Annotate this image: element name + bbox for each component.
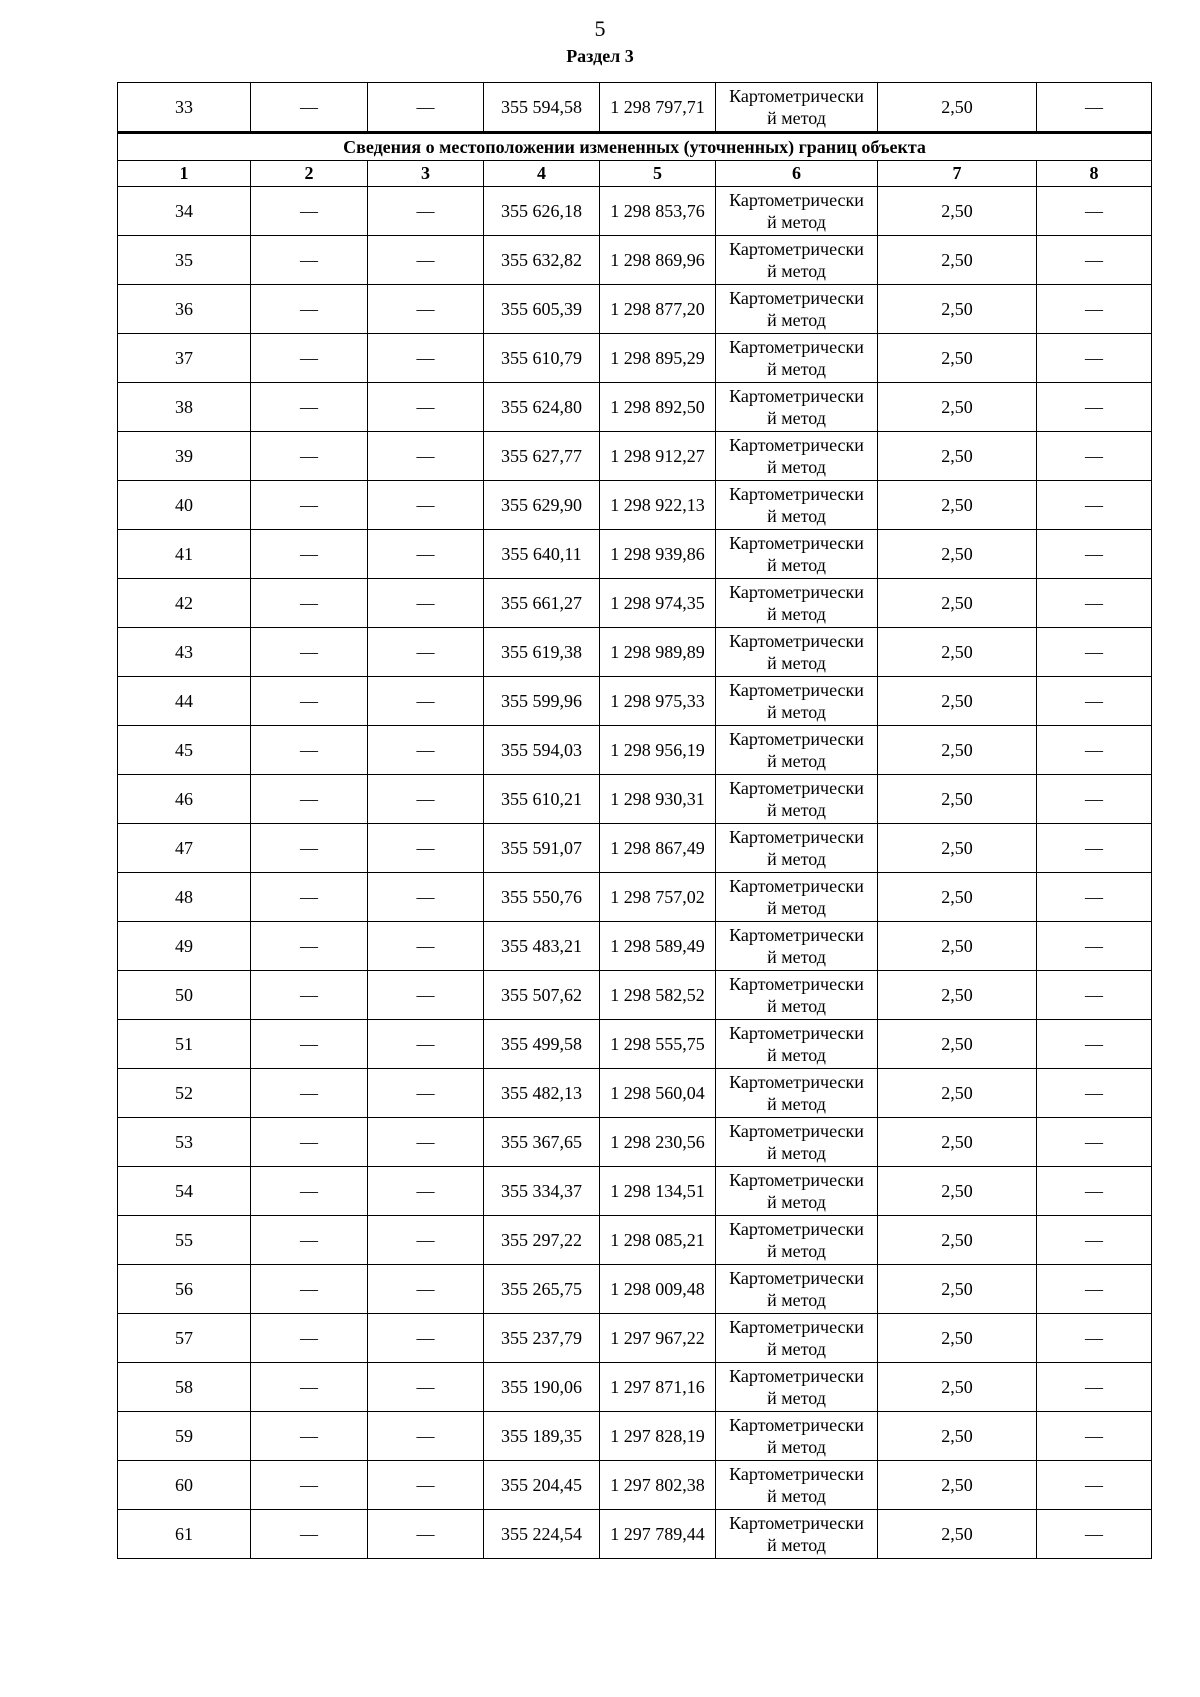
method-cell: Картометрически й метод — [716, 1069, 878, 1118]
table-row — [118, 726, 1152, 775]
dash-cell: — — [251, 1510, 368, 1559]
coordinate-x-cell: 355 599,96 — [484, 677, 600, 726]
method-cell: Картометрически й метод — [716, 677, 878, 726]
coordinate-y-cell: 1 298 956,19 — [600, 726, 716, 775]
accuracy-cell: 2,50 — [878, 334, 1037, 383]
dash-cell: — — [251, 530, 368, 579]
coordinate-x-cell: 355 297,22 — [484, 1216, 600, 1265]
accuracy-cell: 2,50 — [878, 83, 1037, 133]
dash-cell: — — [368, 187, 484, 236]
column-number: 5 — [600, 161, 716, 187]
dash-cell: — — [368, 677, 484, 726]
dash-cell: — — [1037, 628, 1152, 677]
point-number-cell: 47 — [118, 824, 251, 873]
dash-cell: — — [251, 334, 368, 383]
table-row — [118, 236, 1152, 285]
point-number-cell: 61 — [118, 1510, 251, 1559]
coordinate-y-cell: 1 298 009,48 — [600, 1265, 716, 1314]
dash-cell: — — [251, 432, 368, 481]
method-cell: Картометрически й метод — [716, 922, 878, 971]
table-row — [118, 824, 1152, 873]
dash-cell: — — [368, 971, 484, 1020]
dash-cell: — — [368, 775, 484, 824]
column-number: 3 — [368, 161, 484, 187]
dash-cell: — — [251, 1412, 368, 1461]
dash-cell: — — [251, 1216, 368, 1265]
accuracy-cell: 2,50 — [878, 1167, 1037, 1216]
coordinate-y-cell: 1 298 555,75 — [600, 1020, 716, 1069]
point-number-cell: 33 — [118, 83, 251, 133]
dash-cell: — — [368, 873, 484, 922]
table-row — [118, 1069, 1152, 1118]
coordinate-x-cell: 355 619,38 — [484, 628, 600, 677]
dash-cell: — — [368, 285, 484, 334]
accuracy-cell: 2,50 — [878, 1118, 1037, 1167]
method-cell: Картометрически й метод — [716, 1314, 878, 1363]
dash-cell: — — [251, 726, 368, 775]
table-row — [118, 432, 1152, 481]
table-row — [118, 1461, 1152, 1510]
accuracy-cell: 2,50 — [878, 1461, 1037, 1510]
dash-cell: — — [251, 1118, 368, 1167]
point-number-cell: 44 — [118, 677, 251, 726]
dash-cell: — — [251, 1363, 368, 1412]
method-cell: Картометрически й метод — [716, 579, 878, 628]
accuracy-cell: 2,50 — [878, 1314, 1037, 1363]
accuracy-cell: 2,50 — [878, 285, 1037, 334]
dash-cell: — — [251, 1069, 368, 1118]
column-number: 1 — [118, 161, 251, 187]
table-row — [118, 530, 1152, 579]
dash-cell: — — [368, 726, 484, 775]
method-cell: Картометрически й метод — [716, 187, 878, 236]
table-row — [118, 1314, 1152, 1363]
dash-cell: — — [251, 481, 368, 530]
coordinate-y-cell: 1 298 989,89 — [600, 628, 716, 677]
table-row — [118, 383, 1152, 432]
dash-cell: — — [368, 1510, 484, 1559]
coordinate-x-cell: 355 507,62 — [484, 971, 600, 1020]
point-number-cell: 42 — [118, 579, 251, 628]
dash-cell: — — [1037, 1363, 1152, 1412]
dash-cell: — — [251, 1461, 368, 1510]
table-row — [118, 481, 1152, 530]
dash-cell: — — [368, 481, 484, 530]
dash-cell: — — [251, 236, 368, 285]
coordinate-x-cell: 355 591,07 — [484, 824, 600, 873]
coordinate-x-cell: 355 482,13 — [484, 1069, 600, 1118]
coordinate-y-cell: 1 297 871,16 — [600, 1363, 716, 1412]
column-number: 7 — [878, 161, 1037, 187]
coordinate-y-cell: 1 298 922,13 — [600, 481, 716, 530]
coordinate-y-cell: 1 298 892,50 — [600, 383, 716, 432]
dash-cell: — — [368, 1412, 484, 1461]
accuracy-cell: 2,50 — [878, 481, 1037, 530]
accuracy-cell: 2,50 — [878, 1020, 1037, 1069]
dash-cell: — — [251, 824, 368, 873]
dash-cell: — — [1037, 334, 1152, 383]
accuracy-cell: 2,50 — [878, 1216, 1037, 1265]
dash-cell: — — [1037, 285, 1152, 334]
accuracy-cell: 2,50 — [878, 873, 1037, 922]
table-row — [118, 579, 1152, 628]
method-cell: Картометрически й метод — [716, 1020, 878, 1069]
accuracy-cell: 2,50 — [878, 236, 1037, 285]
point-number-cell: 56 — [118, 1265, 251, 1314]
coordinate-x-cell: 355 605,39 — [484, 285, 600, 334]
coordinate-x-cell: 355 610,79 — [484, 334, 600, 383]
dash-cell: — — [251, 187, 368, 236]
dash-cell: — — [251, 677, 368, 726]
method-cell: Картометрически й метод — [716, 1412, 878, 1461]
dash-cell: — — [368, 922, 484, 971]
point-number-cell: 48 — [118, 873, 251, 922]
accuracy-cell: 2,50 — [878, 775, 1037, 824]
dash-cell: — — [368, 628, 484, 677]
method-cell: Картометрически й метод — [716, 1118, 878, 1167]
dash-cell: — — [251, 83, 368, 133]
dash-cell: — — [368, 1118, 484, 1167]
accuracy-cell: 2,50 — [878, 922, 1037, 971]
coordinate-x-cell: 355 237,79 — [484, 1314, 600, 1363]
accuracy-cell: 2,50 — [878, 187, 1037, 236]
subsection-heading: Сведения о местоположении измененных (уточненных) границ объекта — [118, 133, 1152, 161]
accuracy-cell: 2,50 — [878, 579, 1037, 628]
point-number-cell: 59 — [118, 1412, 251, 1461]
coordinate-y-cell: 1 298 895,29 — [600, 334, 716, 383]
dash-cell: — — [251, 1167, 368, 1216]
dash-cell: — — [368, 1314, 484, 1363]
method-cell: Картометрически й метод — [716, 481, 878, 530]
dash-cell: — — [251, 285, 368, 334]
method-cell: Картометрически й метод — [716, 1510, 878, 1559]
coordinate-x-cell: 355 626,18 — [484, 187, 600, 236]
dash-cell: — — [368, 432, 484, 481]
dash-cell: — — [251, 971, 368, 1020]
dash-cell: — — [1037, 187, 1152, 236]
dash-cell: — — [368, 1363, 484, 1412]
coordinate-x-cell: 355 334,37 — [484, 1167, 600, 1216]
coordinate-x-cell: 355 594,58 — [484, 83, 600, 133]
section-title: Раздел 3 — [566, 46, 634, 66]
dash-cell: — — [1037, 236, 1152, 285]
point-number-cell: 38 — [118, 383, 251, 432]
coordinate-x-cell: 355 190,06 — [484, 1363, 600, 1412]
dash-cell: — — [1037, 1167, 1152, 1216]
coordinate-y-cell: 1 297 828,19 — [600, 1412, 716, 1461]
table-row — [118, 1020, 1152, 1069]
table-body — [118, 83, 1152, 1559]
dash-cell: — — [1037, 824, 1152, 873]
accuracy-cell: 2,50 — [878, 1265, 1037, 1314]
dash-cell: — — [368, 1216, 484, 1265]
dash-cell: — — [368, 1461, 484, 1510]
point-number-cell: 52 — [118, 1069, 251, 1118]
dash-cell: — — [1037, 1020, 1152, 1069]
method-cell: Картометрически й метод — [716, 971, 878, 1020]
point-number-cell: 39 — [118, 432, 251, 481]
method-cell: Картометрически й метод — [716, 1461, 878, 1510]
dash-cell: — — [251, 1020, 368, 1069]
accuracy-cell: 2,50 — [878, 1510, 1037, 1559]
dash-cell: — — [368, 83, 484, 133]
dash-cell: — — [1037, 1461, 1152, 1510]
method-cell: Картометрически й метод — [716, 824, 878, 873]
method-cell: Картометрически й метод — [716, 873, 878, 922]
point-number-cell: 49 — [118, 922, 251, 971]
column-number: 2 — [251, 161, 368, 187]
point-number-cell: 51 — [118, 1020, 251, 1069]
point-number-cell: 37 — [118, 334, 251, 383]
point-number-cell: 41 — [118, 530, 251, 579]
coordinate-y-cell: 1 298 582,52 — [600, 971, 716, 1020]
table-row — [118, 187, 1152, 236]
dash-cell: — — [368, 334, 484, 383]
table-row — [118, 775, 1152, 824]
method-cell: Картометрически й метод — [716, 83, 878, 133]
dash-cell: — — [251, 628, 368, 677]
coordinate-y-cell: 1 297 789,44 — [600, 1510, 716, 1559]
coordinate-x-cell: 355 189,35 — [484, 1412, 600, 1461]
table-row — [118, 285, 1152, 334]
coordinate-x-cell: 355 610,21 — [484, 775, 600, 824]
point-number-cell: 55 — [118, 1216, 251, 1265]
dash-cell: — — [1037, 1510, 1152, 1559]
accuracy-cell: 2,50 — [878, 383, 1037, 432]
table-row — [118, 1510, 1152, 1559]
dash-cell: — — [1037, 83, 1152, 133]
dash-cell: — — [368, 1069, 484, 1118]
coordinate-x-cell: 355 632,82 — [484, 236, 600, 285]
point-number-cell: 36 — [118, 285, 251, 334]
column-number: 6 — [716, 161, 878, 187]
dash-cell: — — [1037, 579, 1152, 628]
table-row — [118, 334, 1152, 383]
method-cell: Картометрически й метод — [716, 236, 878, 285]
dash-cell: — — [1037, 922, 1152, 971]
coordinate-y-cell: 1 298 975,33 — [600, 677, 716, 726]
coordinate-x-cell: 355 629,90 — [484, 481, 600, 530]
accuracy-cell: 2,50 — [878, 1412, 1037, 1461]
point-number-cell: 43 — [118, 628, 251, 677]
method-cell: Картометрически й метод — [716, 726, 878, 775]
coordinate-y-cell: 1 298 912,27 — [600, 432, 716, 481]
dash-cell: — — [1037, 1412, 1152, 1461]
method-cell: Картометрически й метод — [716, 334, 878, 383]
point-number-cell: 34 — [118, 187, 251, 236]
dash-cell: — — [251, 873, 368, 922]
dash-cell: — — [251, 579, 368, 628]
column-number: 4 — [484, 161, 600, 187]
dash-cell: — — [368, 383, 484, 432]
table-row — [118, 922, 1152, 971]
method-cell: Картометрически й метод — [716, 285, 878, 334]
accuracy-cell: 2,50 — [878, 726, 1037, 775]
coordinate-y-cell: 1 297 802,38 — [600, 1461, 716, 1510]
coordinate-x-cell: 355 499,58 — [484, 1020, 600, 1069]
method-cell: Картометрически й метод — [716, 628, 878, 677]
coordinate-x-cell: 355 550,76 — [484, 873, 600, 922]
dash-cell: — — [1037, 677, 1152, 726]
point-number-cell: 54 — [118, 1167, 251, 1216]
coordinate-y-cell: 1 298 757,02 — [600, 873, 716, 922]
accuracy-cell: 2,50 — [878, 824, 1037, 873]
point-number-cell: 58 — [118, 1363, 251, 1412]
coordinate-y-cell: 1 298 939,86 — [600, 530, 716, 579]
method-cell: Картометрически й метод — [716, 432, 878, 481]
table-row — [118, 873, 1152, 922]
coordinate-x-cell: 355 627,77 — [484, 432, 600, 481]
coordinate-y-cell: 1 298 869,96 — [600, 236, 716, 285]
dash-cell: — — [1037, 1314, 1152, 1363]
method-cell: Картометрически й метод — [716, 1167, 878, 1216]
table-row — [118, 83, 1152, 133]
dash-cell: — — [1037, 1216, 1152, 1265]
dash-cell: — — [1037, 726, 1152, 775]
coordinate-y-cell: 1 298 230,56 — [600, 1118, 716, 1167]
point-number-cell: 35 — [118, 236, 251, 285]
table-row — [118, 1216, 1152, 1265]
point-number-cell: 40 — [118, 481, 251, 530]
coordinate-y-cell: 1 298 085,21 — [600, 1216, 716, 1265]
dash-cell: — — [251, 1314, 368, 1363]
table-row — [118, 971, 1152, 1020]
accuracy-cell: 2,50 — [878, 432, 1037, 481]
dash-cell: — — [1037, 873, 1152, 922]
table-row — [118, 1118, 1152, 1167]
accuracy-cell: 2,50 — [878, 530, 1037, 579]
table-row — [118, 1265, 1152, 1314]
dash-cell: — — [251, 1265, 368, 1314]
dash-cell: — — [1037, 1069, 1152, 1118]
method-cell: Картометрически й метод — [716, 1363, 878, 1412]
coordinate-x-cell: 355 594,03 — [484, 726, 600, 775]
coordinate-x-cell: 355 483,21 — [484, 922, 600, 971]
point-number-cell: 60 — [118, 1461, 251, 1510]
coordinate-x-cell: 355 367,65 — [484, 1118, 600, 1167]
accuracy-cell: 2,50 — [878, 1363, 1037, 1412]
coordinate-x-cell: 355 224,54 — [484, 1510, 600, 1559]
coordinate-y-cell: 1 298 974,35 — [600, 579, 716, 628]
method-cell: Картометрически й метод — [716, 775, 878, 824]
point-number-cell: 53 — [118, 1118, 251, 1167]
coordinates-table — [117, 82, 1152, 1559]
method-cell: Картометрически й метод — [716, 1265, 878, 1314]
method-cell: Картометрически й метод — [716, 530, 878, 579]
dash-cell: — — [368, 824, 484, 873]
dash-cell: — — [251, 922, 368, 971]
dash-cell: — — [251, 383, 368, 432]
dash-cell: — — [1037, 383, 1152, 432]
coordinate-y-cell: 1 298 797,71 — [600, 83, 716, 133]
accuracy-cell: 2,50 — [878, 677, 1037, 726]
dash-cell: — — [368, 530, 484, 579]
page-number: 5 — [594, 16, 606, 41]
subsection-heading-row — [118, 133, 1152, 161]
table-row — [118, 677, 1152, 726]
dash-cell: — — [368, 236, 484, 285]
dash-cell: — — [1037, 775, 1152, 824]
point-number-cell: 57 — [118, 1314, 251, 1363]
point-number-cell: 45 — [118, 726, 251, 775]
coordinate-x-cell: 355 661,27 — [484, 579, 600, 628]
column-number: 8 — [1037, 161, 1152, 187]
dash-cell: — — [251, 775, 368, 824]
coordinate-y-cell: 1 298 930,31 — [600, 775, 716, 824]
accuracy-cell: 2,50 — [878, 971, 1037, 1020]
coordinate-y-cell: 1 298 877,20 — [600, 285, 716, 334]
coordinate-x-cell: 355 640,11 — [484, 530, 600, 579]
coordinate-x-cell: 355 204,45 — [484, 1461, 600, 1510]
dash-cell: — — [368, 579, 484, 628]
coordinate-x-cell: 355 624,80 — [484, 383, 600, 432]
method-cell: Картометрически й метод — [716, 1216, 878, 1265]
point-number-cell: 46 — [118, 775, 251, 824]
coordinate-y-cell: 1 298 560,04 — [600, 1069, 716, 1118]
coordinate-y-cell: 1 297 967,22 — [600, 1314, 716, 1363]
coordinate-y-cell: 1 298 134,51 — [600, 1167, 716, 1216]
point-number-cell: 50 — [118, 971, 251, 1020]
dash-cell: — — [1037, 432, 1152, 481]
dash-cell: — — [1037, 1265, 1152, 1314]
coordinate-y-cell: 1 298 853,76 — [600, 187, 716, 236]
dash-cell: — — [368, 1265, 484, 1314]
method-cell: Картометрически й метод — [716, 383, 878, 432]
table-row — [118, 1412, 1152, 1461]
dash-cell: — — [1037, 971, 1152, 1020]
accuracy-cell: 2,50 — [878, 628, 1037, 677]
coordinate-x-cell: 355 265,75 — [484, 1265, 600, 1314]
dash-cell: — — [1037, 481, 1152, 530]
dash-cell: — — [368, 1167, 484, 1216]
coordinate-y-cell: 1 298 589,49 — [600, 922, 716, 971]
dash-cell: — — [1037, 1118, 1152, 1167]
accuracy-cell: 2,50 — [878, 1069, 1037, 1118]
dash-cell: — — [1037, 530, 1152, 579]
column-numbers-row — [118, 161, 1152, 187]
table-row — [118, 1363, 1152, 1412]
coordinate-y-cell: 1 298 867,49 — [600, 824, 716, 873]
table-row — [118, 628, 1152, 677]
dash-cell: — — [368, 1020, 484, 1069]
table-row — [118, 1167, 1152, 1216]
